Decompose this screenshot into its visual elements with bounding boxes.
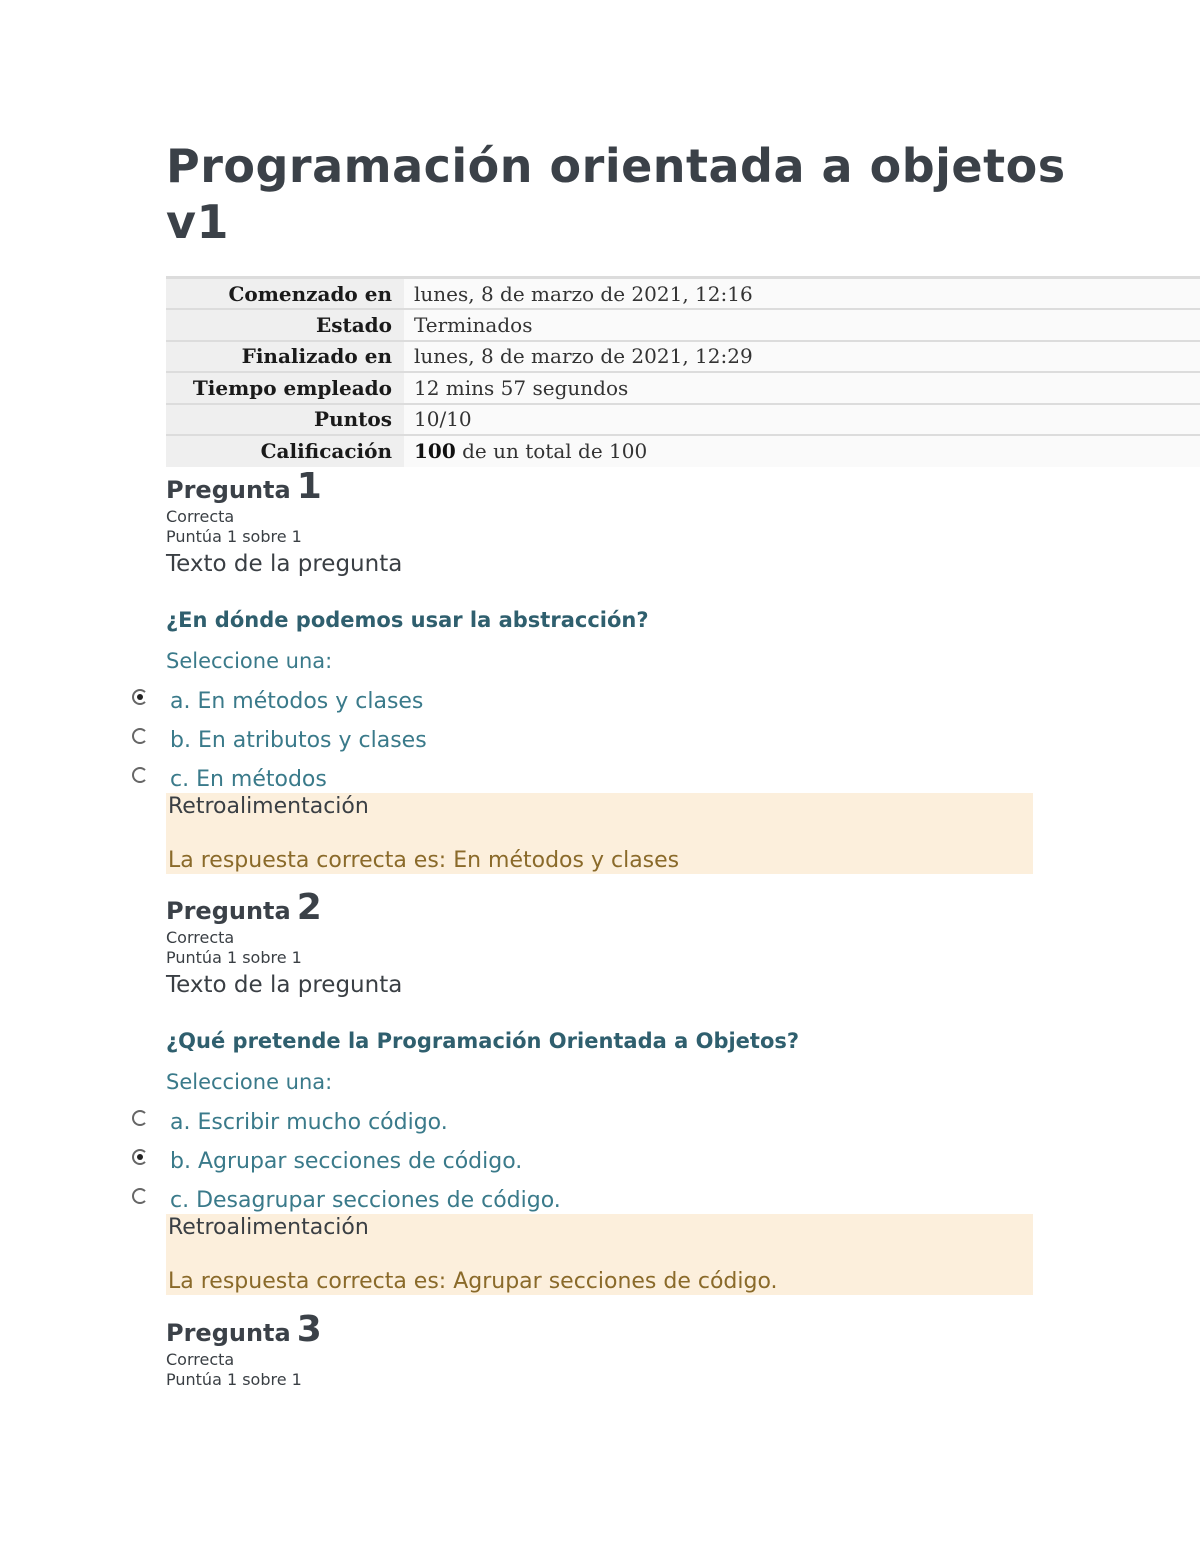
answer-option[interactable] bbox=[166, 1181, 1200, 1220]
answer-label: a. Escribir mucho código. bbox=[170, 1110, 448, 1135]
question-grade: Puntúa 1 sobre 1 bbox=[166, 948, 302, 967]
summary-value: 10/10 bbox=[404, 404, 1200, 436]
answer-option[interactable] bbox=[166, 1142, 1200, 1181]
summary-label: Puntos bbox=[166, 404, 404, 436]
question-2 bbox=[166, 887, 1200, 1295]
summary-row bbox=[166, 278, 1200, 310]
answer-label: b. Agrupar secciones de código. bbox=[170, 1149, 523, 1174]
radio-checked-icon[interactable] bbox=[132, 689, 148, 705]
question-state: Correcta bbox=[166, 507, 235, 526]
summary-row bbox=[166, 435, 1200, 467]
question-label: Pregunta bbox=[166, 897, 291, 925]
answer-label: c. Desagrupar secciones de código. bbox=[170, 1188, 561, 1213]
answer-prompt: Seleccione una: bbox=[166, 1070, 333, 1094]
summary-label: Tiempo empleado bbox=[166, 372, 404, 404]
summary-value: 12 mins 57 segundos bbox=[404, 372, 1200, 404]
summary-value: Terminados bbox=[404, 309, 1200, 341]
question-header bbox=[166, 466, 1200, 507]
question-3 bbox=[166, 1309, 1200, 1390]
answer-list bbox=[166, 1103, 1200, 1220]
feedback-box bbox=[166, 1214, 1033, 1295]
summary-row bbox=[166, 404, 1200, 436]
question-text: ¿En dónde podemos usar la abstracción? bbox=[166, 608, 649, 632]
summary-label: Finalizado en bbox=[166, 341, 404, 373]
answer-prompt: Seleccione una: bbox=[166, 649, 333, 673]
radio-icon[interactable] bbox=[132, 767, 148, 783]
attempt-summary-table bbox=[166, 276, 1200, 467]
summary-row bbox=[166, 372, 1200, 404]
radio-icon[interactable] bbox=[132, 1110, 148, 1126]
feedback-text: La respuesta correcta es: En métodos y clases bbox=[168, 848, 680, 873]
question-number: 3 bbox=[296, 1309, 322, 1350]
question-grade: Puntúa 1 sobre 1 bbox=[166, 527, 302, 546]
radio-icon[interactable] bbox=[132, 728, 148, 744]
question-header bbox=[166, 1309, 1200, 1350]
feedback-title: Retroalimentación bbox=[168, 794, 369, 819]
answer-label: a. En métodos y clases bbox=[170, 689, 424, 714]
feedback-title: Retroalimentación bbox=[168, 1215, 369, 1240]
radio-icon[interactable] bbox=[132, 1188, 148, 1204]
answer-option[interactable] bbox=[166, 1103, 1200, 1142]
grade-total: de un total de 100 bbox=[455, 439, 648, 464]
question-state: Correcta bbox=[166, 928, 235, 947]
summary-label: Estado bbox=[166, 309, 404, 341]
answer-list bbox=[166, 682, 1200, 799]
question-label: Pregunta bbox=[166, 476, 291, 504]
answer-option[interactable] bbox=[166, 682, 1200, 721]
question-label: Pregunta bbox=[166, 1319, 291, 1347]
feedback-box bbox=[166, 793, 1033, 874]
question-grade: Puntúa 1 sobre 1 bbox=[166, 1370, 302, 1389]
question-number: 1 bbox=[296, 466, 322, 507]
radio-checked-icon[interactable] bbox=[132, 1149, 148, 1165]
feedback-text: La respuesta correcta es: Agrupar secciones de código. bbox=[168, 1269, 778, 1294]
question-state: Correcta bbox=[166, 1350, 235, 1369]
summary-row bbox=[166, 309, 1200, 341]
question-1 bbox=[166, 466, 1200, 874]
summary-value: lunes, 8 de marzo de 2021, 12:16 bbox=[404, 278, 1200, 310]
answer-label: c. En métodos bbox=[170, 767, 327, 792]
answer-option[interactable] bbox=[166, 760, 1200, 799]
page-title: Programación orientada a objetos v1 bbox=[166, 139, 1066, 249]
question-text: ¿Qué pretende la Programación Orientada a Objetos? bbox=[166, 1029, 800, 1053]
grade-score: 100 bbox=[414, 439, 456, 464]
answer-label: b. En atributos y clases bbox=[170, 728, 427, 753]
question-header bbox=[166, 887, 1200, 928]
summary-label: Calificación bbox=[166, 435, 404, 467]
answer-option[interactable] bbox=[166, 721, 1200, 760]
question-number: 2 bbox=[296, 887, 322, 928]
summary-value bbox=[404, 435, 1200, 467]
summary-row bbox=[166, 341, 1200, 373]
question-text-label: Texto de la pregunta bbox=[166, 972, 403, 998]
summary-label: Comenzado en bbox=[166, 278, 404, 310]
summary-value: lunes, 8 de marzo de 2021, 12:29 bbox=[404, 341, 1200, 373]
question-text-label: Texto de la pregunta bbox=[166, 551, 403, 577]
